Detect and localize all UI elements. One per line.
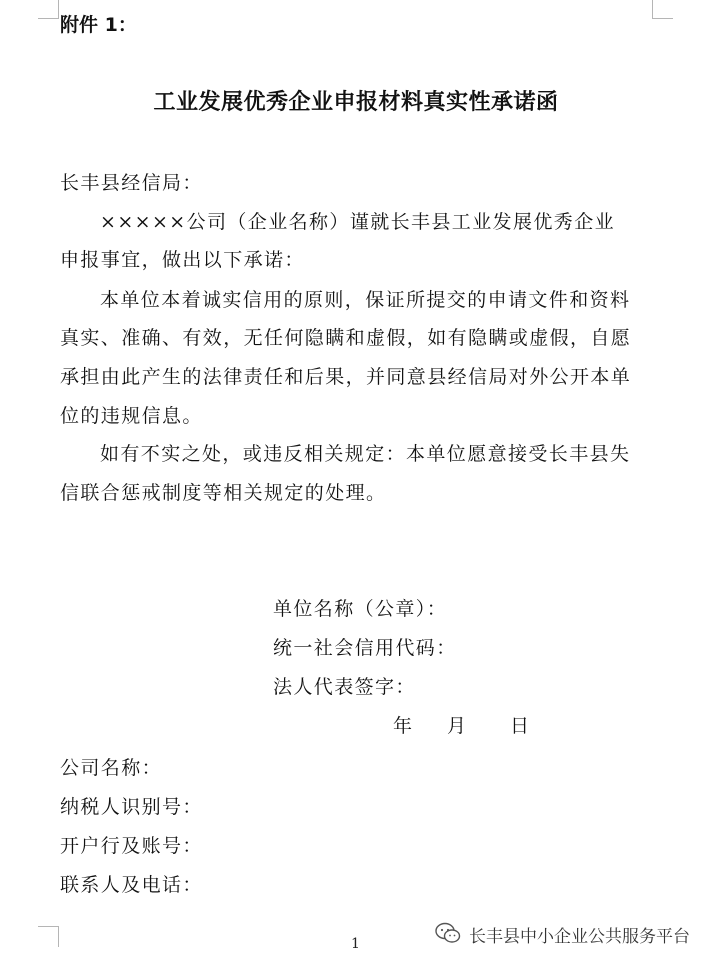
paragraph-line: 位的违规信息。 [60, 405, 203, 427]
crop-mark-top-right [652, 0, 673, 19]
salutation: 长丰县经信局： [60, 172, 203, 194]
company-name-field: 公司名称： [60, 757, 163, 779]
legal-rep-signature-field: 法人代表签字： [273, 676, 416, 698]
crop-mark-bottom-left [38, 926, 59, 947]
paragraph-line: 承担由此产生的法律责任和后果，并同意县经信局对外公开本单 [60, 366, 632, 388]
wechat-icon [435, 922, 461, 944]
unit-name-field: 单位名称（公章）： [273, 598, 448, 620]
credit-code-field: 统一社会信用代码： [273, 637, 457, 659]
date-day: 日 [510, 715, 531, 737]
paragraph-line: ×××××公司（企业名称）谨就长丰县工业发展优秀企业 [100, 211, 616, 233]
tax-id-field: 纳税人识别号： [60, 796, 203, 818]
paragraph-line: 申报事宜，做出以下承诺： [60, 249, 305, 271]
date-year: 年 [393, 715, 414, 737]
attachment-label: 附件 1： [60, 14, 137, 36]
crop-mark-top-left [38, 0, 59, 19]
watermark [435, 921, 695, 945]
paragraph-line: 真实、准确、有效，无任何隐瞒和虚假，如有隐瞒或虚假，自愿 [60, 327, 632, 349]
page-number: 1 [351, 936, 360, 952]
contact-phone-field: 联系人及电话： [60, 874, 203, 896]
paragraph-line: 信联合惩戒制度等相关规定的处理。 [60, 482, 387, 504]
date-month: 月 [447, 715, 468, 737]
paragraph-line: 本单位本着诚实信用的原则，保证所提交的申请文件和资料 [100, 289, 631, 311]
bank-account-field: 开户行及账号： [60, 835, 203, 857]
page-title: 工业发展优秀企业申报材料真实性承诺函 [153, 90, 559, 115]
paragraph-line: 如有不实之处，或违反相关规定：本单位愿意接受长丰县失 [100, 443, 631, 465]
watermark-text: 长丰县中小企业公共服务平台 [469, 927, 690, 947]
